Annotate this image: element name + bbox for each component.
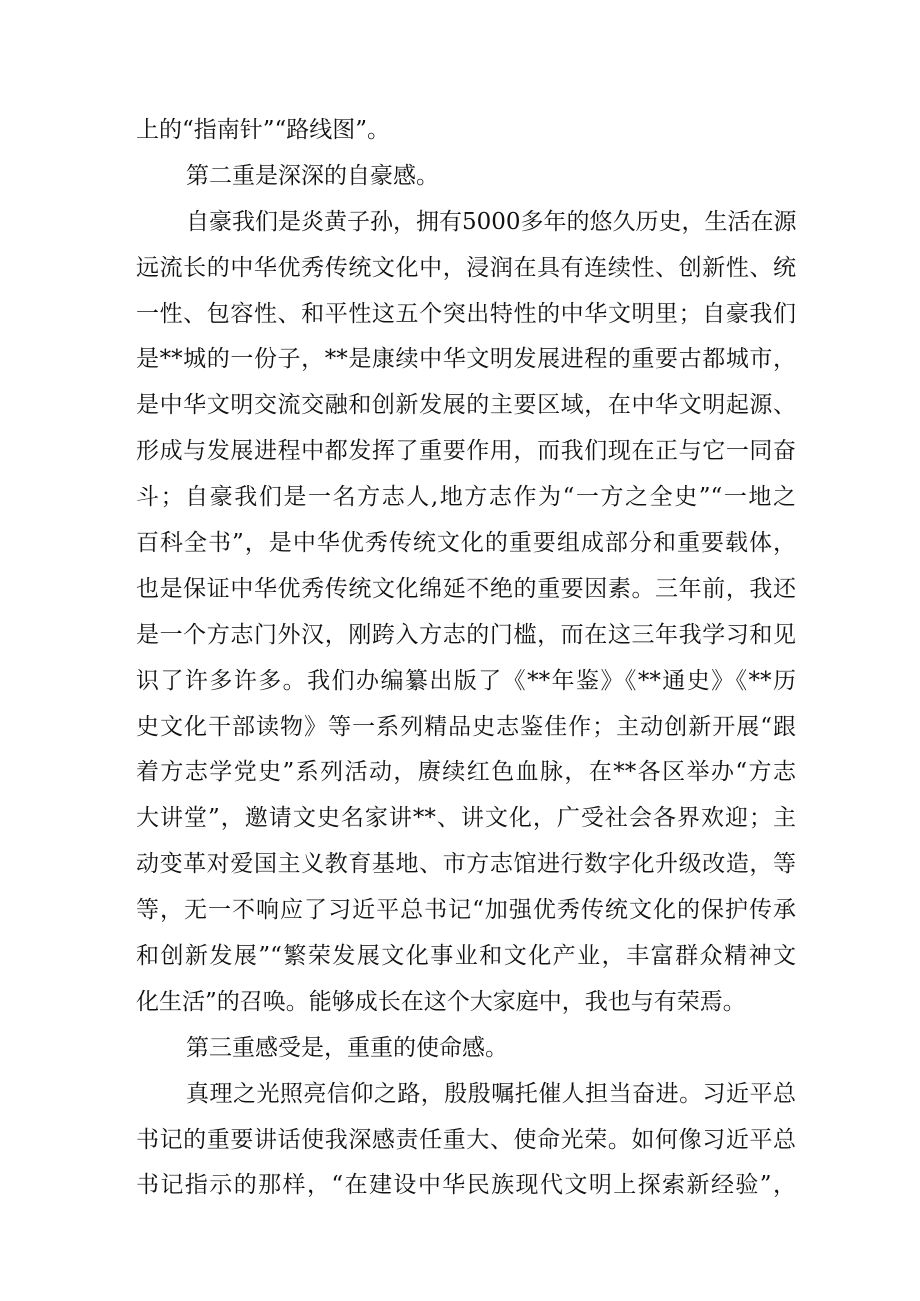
text-line: 着方志学党史”系列活动，赓续红色血脉，在**各区举办“方志 [136, 759, 796, 786]
text-line: 百科全书”，是中华优秀传统文化的重要组成部分和重要载体， [136, 530, 796, 557]
text-line: 和创新发展”“繁荣发展文化事业和文化产业，丰富群众精神文 [136, 943, 796, 970]
text-line: 自豪我们是炎黄子孙，拥有5000多年的悠久历史，生活在源 [186, 208, 797, 235]
text-line: 真理之光照亮信仰之路，殷殷嘱托催人担当奋进。习近平总 [186, 1080, 796, 1107]
text-line: 是**城的一份子，**是康续中华文明发展进程的重要古都城市， [136, 346, 796, 373]
text-line: 斗；自豪我们是一名方志人,地方志作为“一方之全史”“一地之 [136, 484, 796, 511]
body-text [136, 108, 796, 1209]
text-line: 书记指示的那样，“在建设中华民族现代文明上探索新经验”， [136, 1172, 796, 1199]
text-line: 识了许多许多。我们办编纂出版了《**年鉴》《**通史》《**历 [136, 667, 796, 694]
text-line: 形成与发展进程中都发挥了重要作用，而我们现在正与它一同奋 [136, 438, 796, 465]
text-line: 上的“指南针”“路线图”。 [136, 117, 391, 143]
text-line: 第二重是深深的自豪感。 [186, 162, 439, 189]
text-line: 书记的重要讲话使我深感责任重大、使命光荣。如何像习近平总 [136, 1126, 796, 1153]
text-line: 史文化干部读物》等一系列精品史志鉴佳作；主动创新开展“跟 [136, 713, 796, 740]
text-line: 也是保证中华优秀传统文化绵延不绝的重要因素。三年前，我还 [136, 575, 796, 602]
text-line: 是一个方志门外汉，刚跨入方志的门槛，而在这三年我学习和见 [136, 621, 796, 648]
text-line: 是中华文明交流交融和创新发展的主要区域，在中华文明起源、 [136, 392, 796, 419]
text-line: 一性、包容性、和平性这五个突出特性的中华文明里；自豪我们 [136, 300, 796, 327]
text-line: 等，无一不响应了习近平总书记“加强优秀传统文化的保护传承 [136, 897, 796, 924]
text-line: 大讲堂”，邀请文史名家讲**、讲文化，广受社会各界欢迎；主 [136, 805, 796, 832]
text-line: 动变革对爱国主义教育基地、市方志馆进行数字化升级改造，等 [136, 851, 796, 878]
text-line: 远流长的中华优秀传统文化中，浸润在具有连续性、创新性、统 [136, 254, 796, 281]
text-line: 第三重感受是，重重的使命感。 [186, 1034, 508, 1061]
text-line: 化生活”的召唤。能够成长在这个大家庭中，我也与有荣焉。 [136, 988, 746, 1015]
